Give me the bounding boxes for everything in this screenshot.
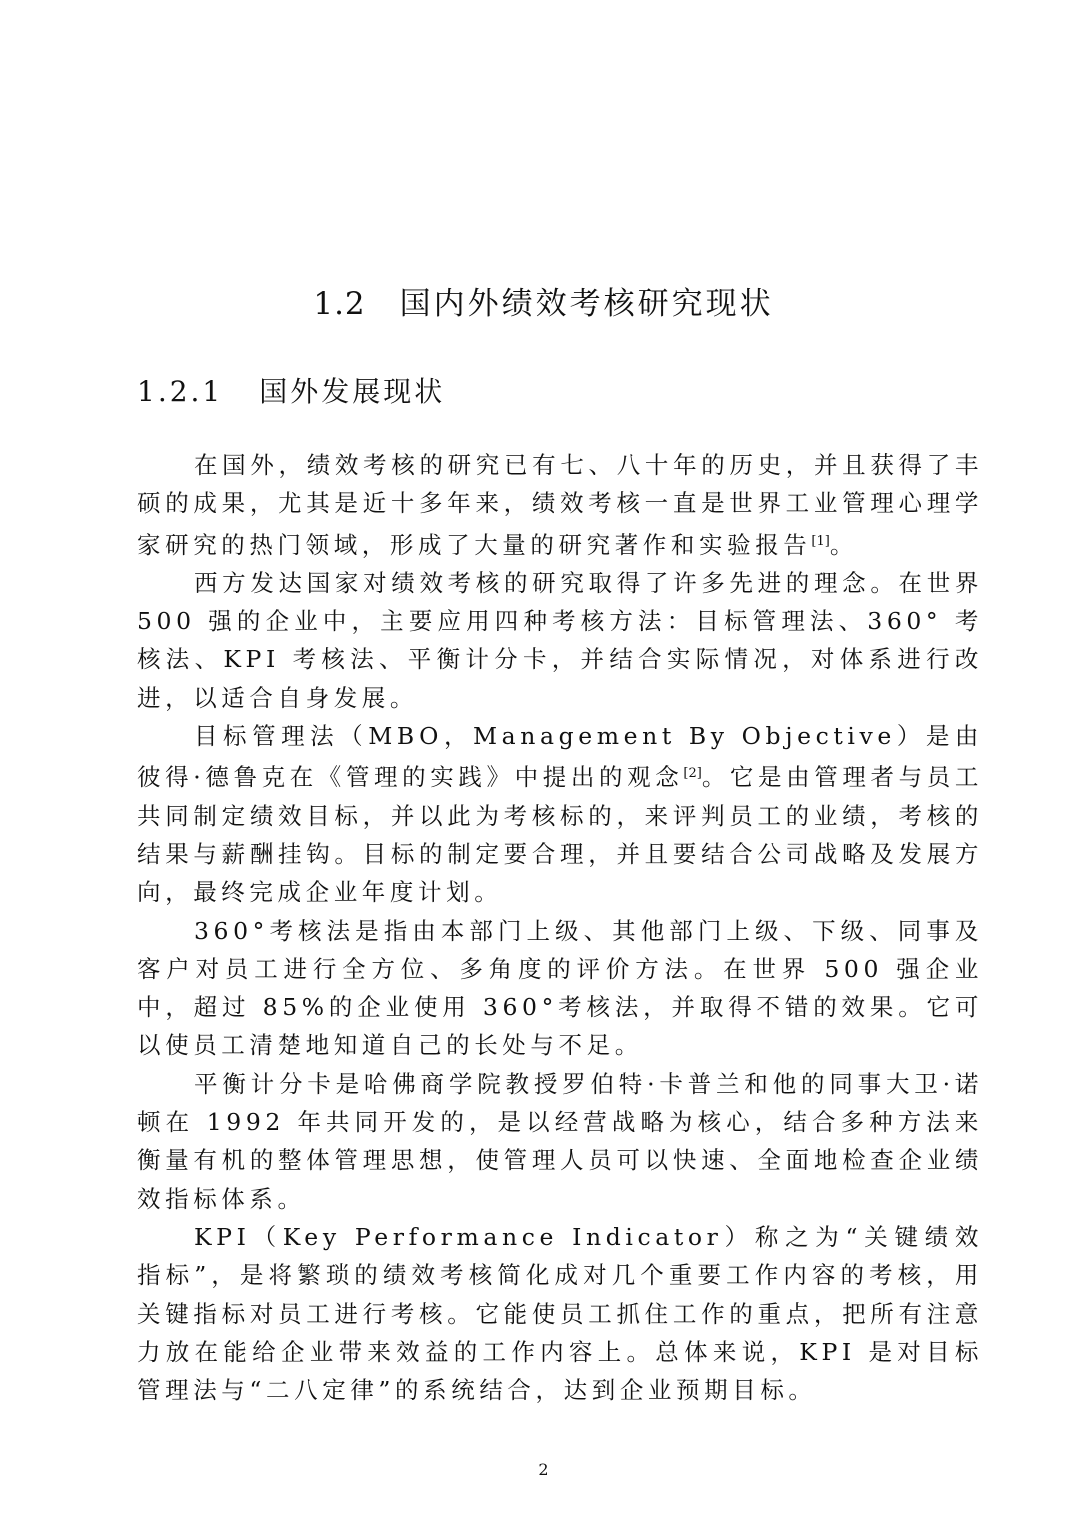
paragraph-bsc — [137, 1065, 983, 1218]
body-text — [137, 446, 983, 1409]
paragraph-tail: 。它是由管理者与员工共同制定绩效目标，并以此为考核标的，来评判员工的业绩，考核的结果与薪酬挂钩。目标的制定要合理，并且要结合公司战略及发展方向，最终完成企业年度计划。 — [137, 763, 983, 907]
paragraph-mbo — [137, 717, 983, 911]
subsection-title-text: 国外发展现状 — [259, 375, 446, 408]
section-heading — [0, 282, 1087, 326]
citation-2: [2] — [683, 766, 702, 782]
paragraph-text: 平衡计分卡是哈佛商学院教授罗伯特·卡普兰和他的同事大卫·诺顿在 1992 年共同开发的，是以经营战略为核心，结合多种方法来衡量有机的整体管理思想，使管理人员可以快速、全面地检查企业绩效指标体系。 — [137, 1069, 983, 1213]
paragraph-kpi — [137, 1218, 983, 1409]
subsection-number: 1.2.1 — [137, 375, 224, 408]
paragraph-360 — [137, 912, 983, 1065]
paragraph-text: 目标管理法（MBO，Management By Objective）是由彼得·德鲁克在《管理的实践》中提出的观念 — [137, 722, 983, 792]
paragraph-text: 西方发达国家对绩效考核的研究取得了许多先进的理念。在世界 500 强的企业中，主要应用四种考核方法：目标管理法、360° 考核法、KPI 考核法、平衡计分卡，并结合实际情况，对体系进行改进，以适合自身发展。 — [137, 568, 983, 712]
paragraph-text: KPI（Key Performance Indicator）称之为“关键绩效指标”，是将繁琐的绩效考核简化成对几个重要工作内容的考核，用关键指标对员工进行考核。它能使员工抓住工作的重点，把所有注意力放在能给企业带来效益的工作内容上。总体来说，KPI 是对目标管理法与“二八定律”的系统结合，达到企业预期目标。 — [137, 1222, 983, 1405]
paragraph-text: 360°考核法是指由本部门上级、其他部门上级、下级、同事及客户对员工进行全方位、多角度的评价方法。在世界 500 强企业中，超过 85%的企业使用 360°考核法，并取得不错的效果。它可以使员工清楚地知道自己的长处与不足。 — [137, 916, 983, 1060]
subsection-heading — [137, 372, 445, 412]
section-number: 1.2 — [313, 286, 366, 322]
paragraph-four-methods — [137, 564, 983, 717]
paragraph-tail: 。 — [829, 530, 858, 559]
page-number: 2 — [538, 1460, 549, 1479]
paragraph-overseas-history — [137, 446, 983, 564]
section-title-text: 国内外绩效考核研究现状 — [399, 286, 774, 322]
paragraph-text: 在国外，绩效考核的研究已有七、八十年的历史，并且获得了丰硕的成果，尤其是近十多年来，绩效考核一直是世界工业管理心理学家研究的热门领域，形成了大量的研究著作和实验报告 — [137, 451, 983, 559]
citation-1: [1] — [811, 533, 830, 549]
